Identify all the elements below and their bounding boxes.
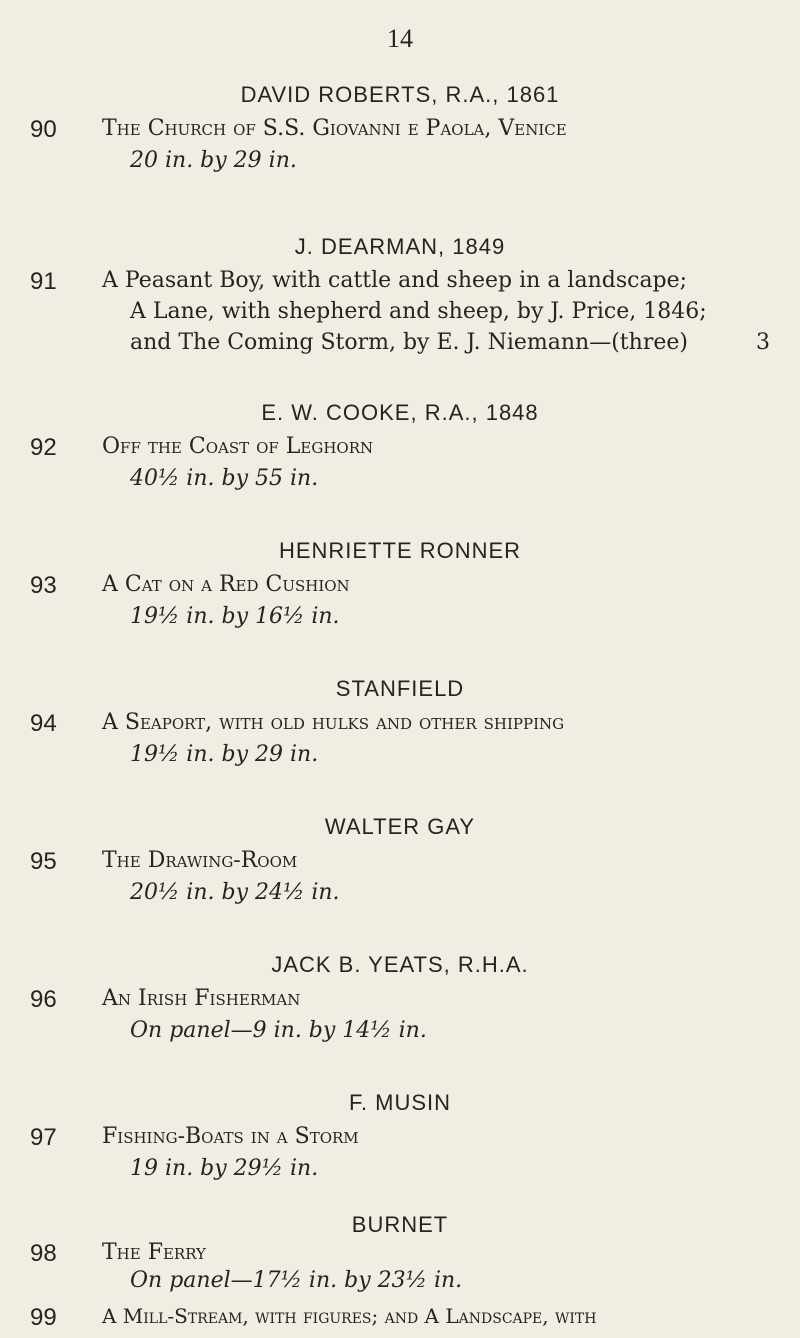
lot-dimensions: 19½ in. by 29 in.	[130, 742, 319, 767]
lot-dimensions: On panel—9 in. by 14½ in.	[130, 1018, 427, 1043]
page-number: 14	[387, 24, 413, 53]
lot-artist: STANFIELD	[335, 676, 465, 701]
lot-artist: J. DEARMAN, 1849	[294, 234, 506, 259]
lot-number: 98	[30, 1240, 57, 1267]
lot-dimensions: 20½ in. by 24½ in.	[130, 880, 340, 905]
lot-quantity: 3	[756, 330, 770, 355]
lot-number: 96	[30, 986, 57, 1013]
lot-number: 92	[30, 434, 57, 461]
lot-number: 99	[30, 1304, 57, 1331]
lot-artist: JACK B. YEATS, R.H.A.	[271, 952, 529, 977]
lot-dimensions: 19½ in. by 16½ in.	[130, 604, 340, 629]
lot-description-line: A Lane, with shepherd and sheep, by J. Price, 1846;	[130, 299, 707, 324]
lot-number: 91	[30, 268, 57, 295]
lot-title: The Church of S.S. Giovanni e Paola, Venice	[102, 116, 567, 141]
lot-title: A Mill-Stream, with figures; and A Landscape, with	[102, 1304, 597, 1328]
lot-artist: DAVID ROBERTS, R.A., 1861	[240, 82, 560, 107]
lot-dimensions: On panel—17½ in. by 23½ in.	[130, 1268, 463, 1293]
lot-number: 94	[30, 710, 57, 737]
lot-title: The Ferry	[102, 1240, 206, 1265]
lot-artist: F. MUSIN	[348, 1090, 452, 1115]
lot-dimensions: 20 in. by 29 in.	[130, 148, 297, 173]
lot-title: A Cat on a Red Cushion	[102, 572, 350, 597]
lot-artist: WALTER GAY	[324, 814, 476, 839]
lot-dimensions: 19 in. by 29½ in.	[130, 1156, 319, 1181]
lot-number: 90	[30, 116, 57, 143]
lot-title: Off the Coast of Leghorn	[102, 434, 374, 459]
lot-artist: BURNET	[351, 1212, 449, 1237]
lot-artist: HENRIETTE RONNER	[278, 538, 522, 563]
lot-title: Fishing-Boats in a Storm	[102, 1124, 359, 1149]
lot-description-line: and The Coming Storm, by E. J. Niemann—(three)	[130, 330, 688, 355]
lot-title: A Peasant Boy, with cattle and sheep in a landscape;	[102, 268, 688, 293]
lot-title: An Irish Fisherman	[102, 986, 301, 1011]
lot-number: 93	[30, 572, 57, 599]
lot-number: 97	[30, 1124, 57, 1151]
lot-number: 95	[30, 848, 57, 875]
lot-title: The Drawing-Room	[102, 848, 298, 873]
lot-artist: E. W. COOKE, R.A., 1848	[261, 400, 539, 425]
lot-dimensions: 40½ in. by 55 in.	[130, 466, 319, 491]
lot-title: A Seaport, with old hulks and other shipping	[102, 710, 565, 735]
